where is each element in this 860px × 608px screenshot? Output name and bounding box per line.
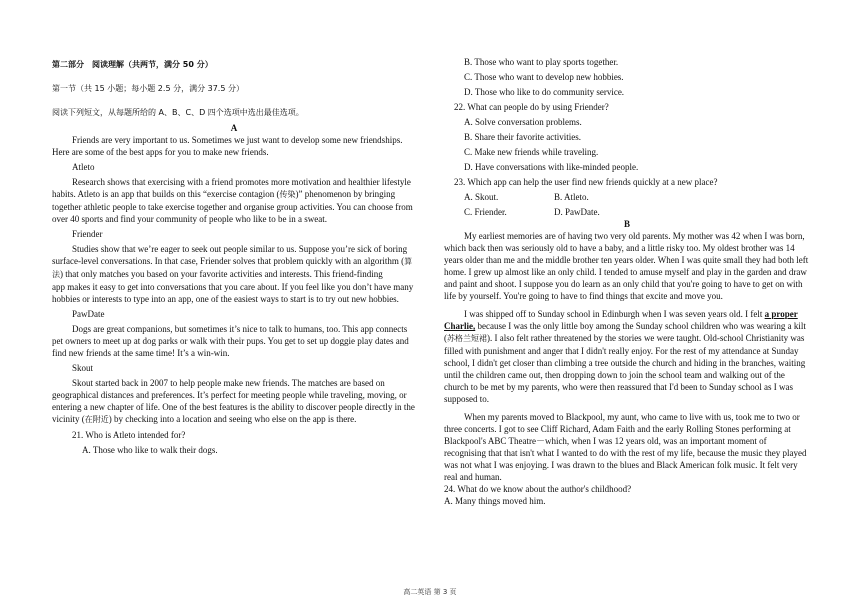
passage-b-label: B <box>623 219 630 229</box>
passage-b-paragraph-1: My earliest memories are of having two very old parents. My mother was 42 when I was born, which back then was seriously old to have a baby, and a little risky too. My oldest brother was 14 years older than me and the middle brother ten years older. When I was quite small they had both left home. I grew up almost like an only child. I tended to amuse myself and play in the garden and draw and paint and shoot. I suppose you do learn as an only child that you're going to have to get on with life by yourself. You're going to have to find things that excite and move you. <box>444 231 809 301</box>
question-22-stem: 22. What can people do by using Friender? <box>454 102 609 112</box>
atleto-paragraph: Research shows that exercising with a friend promotes more motivation and healthier lifestyle habits. Atleto is an app that builds on this “exercise contagion (传染)” phenomenon by bringing together athletic people to take exercise together and organise group activities. You can choose from over 40 sports and find your community of people who like to be in a sweat. <box>52 177 413 224</box>
skout-heading: Skout <box>72 363 94 373</box>
section-title: 第二部分 阅读理解（共两节，满分 50 分） <box>52 60 213 69</box>
passage-b-paragraph-2: I was shipped off to Sunday school in Edinburgh when I was seven years old. I felt a proper Charlie, because I was the only little boy among the Sunday school children who was wearing a kilt (苏格兰短裙). I also felt rather threatened by the stories we were taught. Old-school Christianity was filled with punishment and anger that I didn't really enjoy. For the rest of my attendance at Sunday school, I didn't get closer than climbing a tree outside the church and hiding in the branches, waiting until the children came out, then dropping down to join the school team and walking out of the church to be met by my parents, who were then reassured that I'd been to Sunday school as I was supposed to. <box>444 309 806 404</box>
passage-b-paragraph-3: When my parents moved to Blackpool, my aunt, who came to live with us, took me to two or three concerts. I got to see Cliff Richard, Adam Faith and the early Rolling Stones performing at Blackpool's ABC Theatre－which, when I was 12 years old, was an important moment of recognising that that isn't what I wanted to do with the rest of my life, because the music they played was not what I was enjoying. I was drawn to the blues and Black American folk music. It felt very real and human. <box>444 412 807 482</box>
underlined-phrase: a proper Charlie, <box>444 309 798 331</box>
atleto-heading: Atleto <box>72 162 95 172</box>
question-22-option-d: D. Have conversations with like-minded people. <box>464 162 639 172</box>
question-23-stem: 23. Which app can help the user find new friends quickly at a new place? <box>454 177 718 187</box>
right-column <box>444 56 810 507</box>
pawdate-paragraph: Dogs are great companions, but sometimes it’s nice to talk to humans, too. This app connects pet owners to meet up at dog parks or walk with their pups. You get to set up doggie play dates and find new friends at the same time! It’s a win-win. <box>52 324 409 358</box>
question-21-option-a: A. Those who like to walk their dogs. <box>82 445 218 455</box>
question-21-option-d: D. Those who like to do community service. <box>464 87 625 97</box>
left-column <box>52 59 416 456</box>
friender-paragraph: Studies show that we’re eager to seek out people similar to us. Suppose you’re sick of boring surface-level conversations. In that case, Friender solves that problem quickly with an algorithm (算法) that only matches you based on your favorite activities and interests. This friend-finding <box>52 244 413 279</box>
question-23-option-d: D. PawDate. <box>554 207 600 217</box>
question-23-option-a: A. Skout. <box>464 192 499 202</box>
passage-a-intro: Friends are very important to us. Sometimes we just want to develop some new friendships. Here are some of the best apps for you to make new friends. <box>52 135 403 157</box>
question-21-stem: 21. Who is Atleto intended for? <box>72 430 186 440</box>
question-21-option-c: C. Those who want to develop new hobbies. <box>464 72 624 82</box>
question-21-option-b: B. Those who want to play sports together. <box>464 57 619 67</box>
question-22-option-c: C. Make new friends while traveling. <box>464 147 599 157</box>
question-23-options-row1 <box>444 191 810 203</box>
pawdate-heading: PawDate <box>72 309 105 319</box>
question-24-option-a: A. Many things moved him. <box>444 496 546 506</box>
section-subtitle: 第一节（共 15 小题；每小题 2.5 分，满分 37.5 分） <box>52 84 244 93</box>
question-23-options-row2 <box>444 206 810 218</box>
skout-paragraph: Skout started back in 2007 to help people make new friends. The matches are based on geographical distances and preferences. It’s perfect for meeting people while traveling, moving, or entering a new chapter of life. One of the best features is the ability to discover people directly in the vicinity (在附近) by checking into a location and seeing who else on the app is there. <box>52 378 415 424</box>
question-22-option-b: B. Share their favorite activities. <box>464 132 581 142</box>
friender-heading: Friender <box>72 229 103 239</box>
question-23-option-b: B. Atleto. <box>554 192 589 202</box>
question-23-option-c: C. Friender. <box>464 207 507 217</box>
instruction: 阅读下列短文，从每题所给的 A、B、C、D 四个选项中选出最佳选项。 <box>52 108 304 117</box>
page-footer: 高二英语 第 3 页 <box>403 588 457 596</box>
question-22-option-a: A. Solve conversation problems. <box>464 117 582 127</box>
friender-paragraph-cont: app makes it easy to get into conversations that you care about. If you feel like you don’t have many hobbies or interests to type into an app, one of the easiest ways to start is to try out new hobbies. <box>52 282 414 304</box>
question-24-stem: 24. What do we know about the author's childhood? <box>444 484 632 494</box>
passage-a-label: A <box>230 123 238 133</box>
